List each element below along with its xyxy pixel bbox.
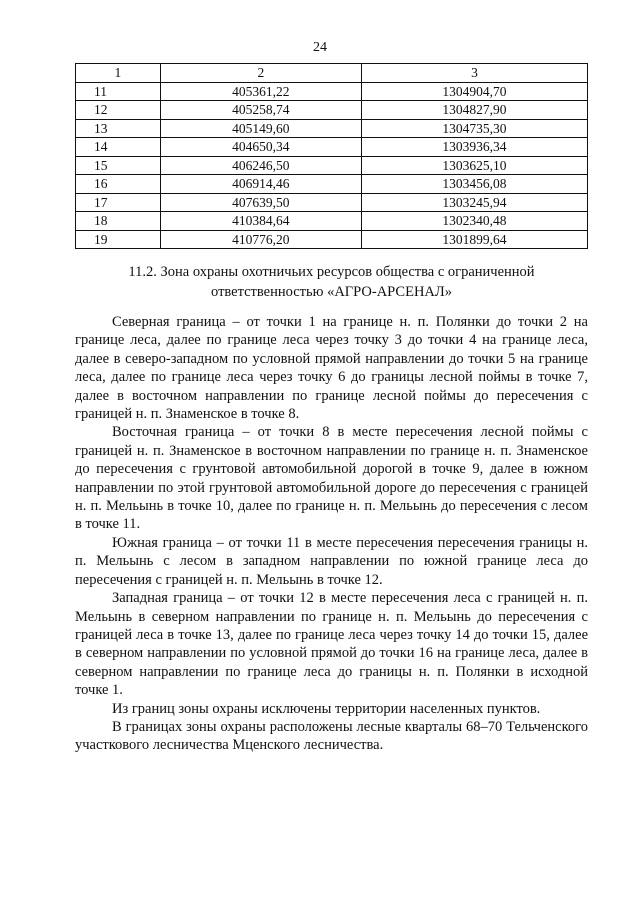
section-heading-line: ответственностью «АГРО-АРСЕНАЛ» — [211, 284, 452, 300]
point-number-cell: 17 — [76, 193, 161, 212]
section-heading-line: 11.2. Зона охраны охотничьих ресурсов общества с ограниченной — [128, 264, 535, 280]
table-row — [76, 119, 588, 138]
exclusions-paragraph: Из границ зоны охраны исключены территории населенных пунктов. — [112, 700, 541, 717]
table-row — [76, 101, 588, 120]
south-boundary-paragraph: Южная граница – от точки 11 в месте пересечения пересечения границы н. п. Мельынь с лесом в западном направлении по южной границе леса до пересечения с границей н. п. Мельынь в точке 12. — [75, 534, 588, 588]
y-coordinate-cell: 1304904,70 — [361, 82, 587, 101]
point-number-cell: 12 — [76, 101, 161, 120]
page-number: 24 — [313, 40, 327, 55]
table-row — [76, 82, 588, 101]
x-coordinate-cell: 405258,74 — [160, 101, 361, 120]
point-number-cell: 11 — [76, 82, 161, 101]
point-number-cell: 16 — [76, 175, 161, 194]
x-coordinate-cell: 410384,64 — [160, 212, 361, 231]
y-coordinate-cell: 1304735,30 — [361, 119, 587, 138]
y-coordinate-cell: 1304827,90 — [361, 101, 587, 120]
header-cell-point: 1 — [76, 64, 161, 83]
west-boundary-paragraph: Западная граница – от точки 12 в месте пересечения леса с границей н. п. Мельынь в северном направлении по границе н. п. Мельынь до пересечения с границей леса в точке 13, далее по границе леса через точку 14 до точки 15, далее в северном направлении по условной прямой до точки 16 на границе леса, далее в северном направлении по границе леса до границы н. п. Полянки в исходной точке 1. — [75, 590, 588, 699]
y-coordinate-cell: 1303456,08 — [361, 175, 587, 194]
table-row — [76, 230, 588, 249]
x-coordinate-cell: 404650,34 — [160, 138, 361, 157]
x-coordinate-cell: 406914,46 — [160, 175, 361, 194]
header-cell-x: 2 — [160, 64, 361, 83]
header-cell-y: 3 — [361, 64, 587, 83]
table-row — [76, 156, 588, 175]
x-coordinate-cell: 407639,50 — [160, 193, 361, 212]
x-coordinate-cell: 405149,60 — [160, 119, 361, 138]
section-body — [75, 313, 588, 755]
x-coordinate-cell: 410776,20 — [160, 230, 361, 249]
y-coordinate-cell: 1302340,48 — [361, 212, 587, 231]
y-coordinate-cell: 1303625,10 — [361, 156, 587, 175]
point-number-cell: 18 — [76, 212, 161, 231]
x-coordinate-cell: 405361,22 — [160, 82, 361, 101]
y-coordinate-cell: 1303245,94 — [361, 193, 587, 212]
coordinates-table — [75, 63, 588, 249]
table-header-row — [76, 64, 588, 83]
point-number-cell: 15 — [76, 156, 161, 175]
y-coordinate-cell: 1303936,34 — [361, 138, 587, 157]
point-number-cell: 13 — [76, 119, 161, 138]
point-number-cell: 14 — [76, 138, 161, 157]
section-heading — [75, 262, 588, 302]
north-boundary-paragraph: Северная граница – от точки 1 на границе н. п. Полянки до точки 2 на границе леса, далее по границе леса через точку 3 до точки 4 на границе леса, далее в северо-западном по условной прямой направлении до точки 5 на границе леса, далее по границе леса через точку 6 до границы лесной поймы в точке 7, далее в восточном направлении по границе лесной поймы до пересечения с границей н. п. Знаменское в точке 8. — [75, 314, 588, 423]
table-row — [76, 212, 588, 231]
forest-quarters-paragraph: В границах зоны охраны расположены лесные кварталы 68–70 Тельченского участкового лесничества Мценского лесничества. — [75, 718, 588, 754]
east-boundary-paragraph: Восточная граница – от точки 8 в месте пересечения лесной поймы с границей н. п. Знаменское в восточном направлении по границе н. п. Знаменское до пересечения с грунтовой автомобильной дорогой в точке 9, далее в южном направлении по этой грунтовой автомобильной дороге до пересечения с границей н. п. Мельынь в точке 10, далее по границе н. п. Мельынь до пересечения с лесом в точке 11. — [75, 424, 588, 533]
table-row — [76, 193, 588, 212]
table-row — [76, 138, 588, 157]
point-number-cell: 19 — [76, 230, 161, 249]
x-coordinate-cell: 406246,50 — [160, 156, 361, 175]
table-row — [76, 175, 588, 194]
y-coordinate-cell: 1301899,64 — [361, 230, 587, 249]
